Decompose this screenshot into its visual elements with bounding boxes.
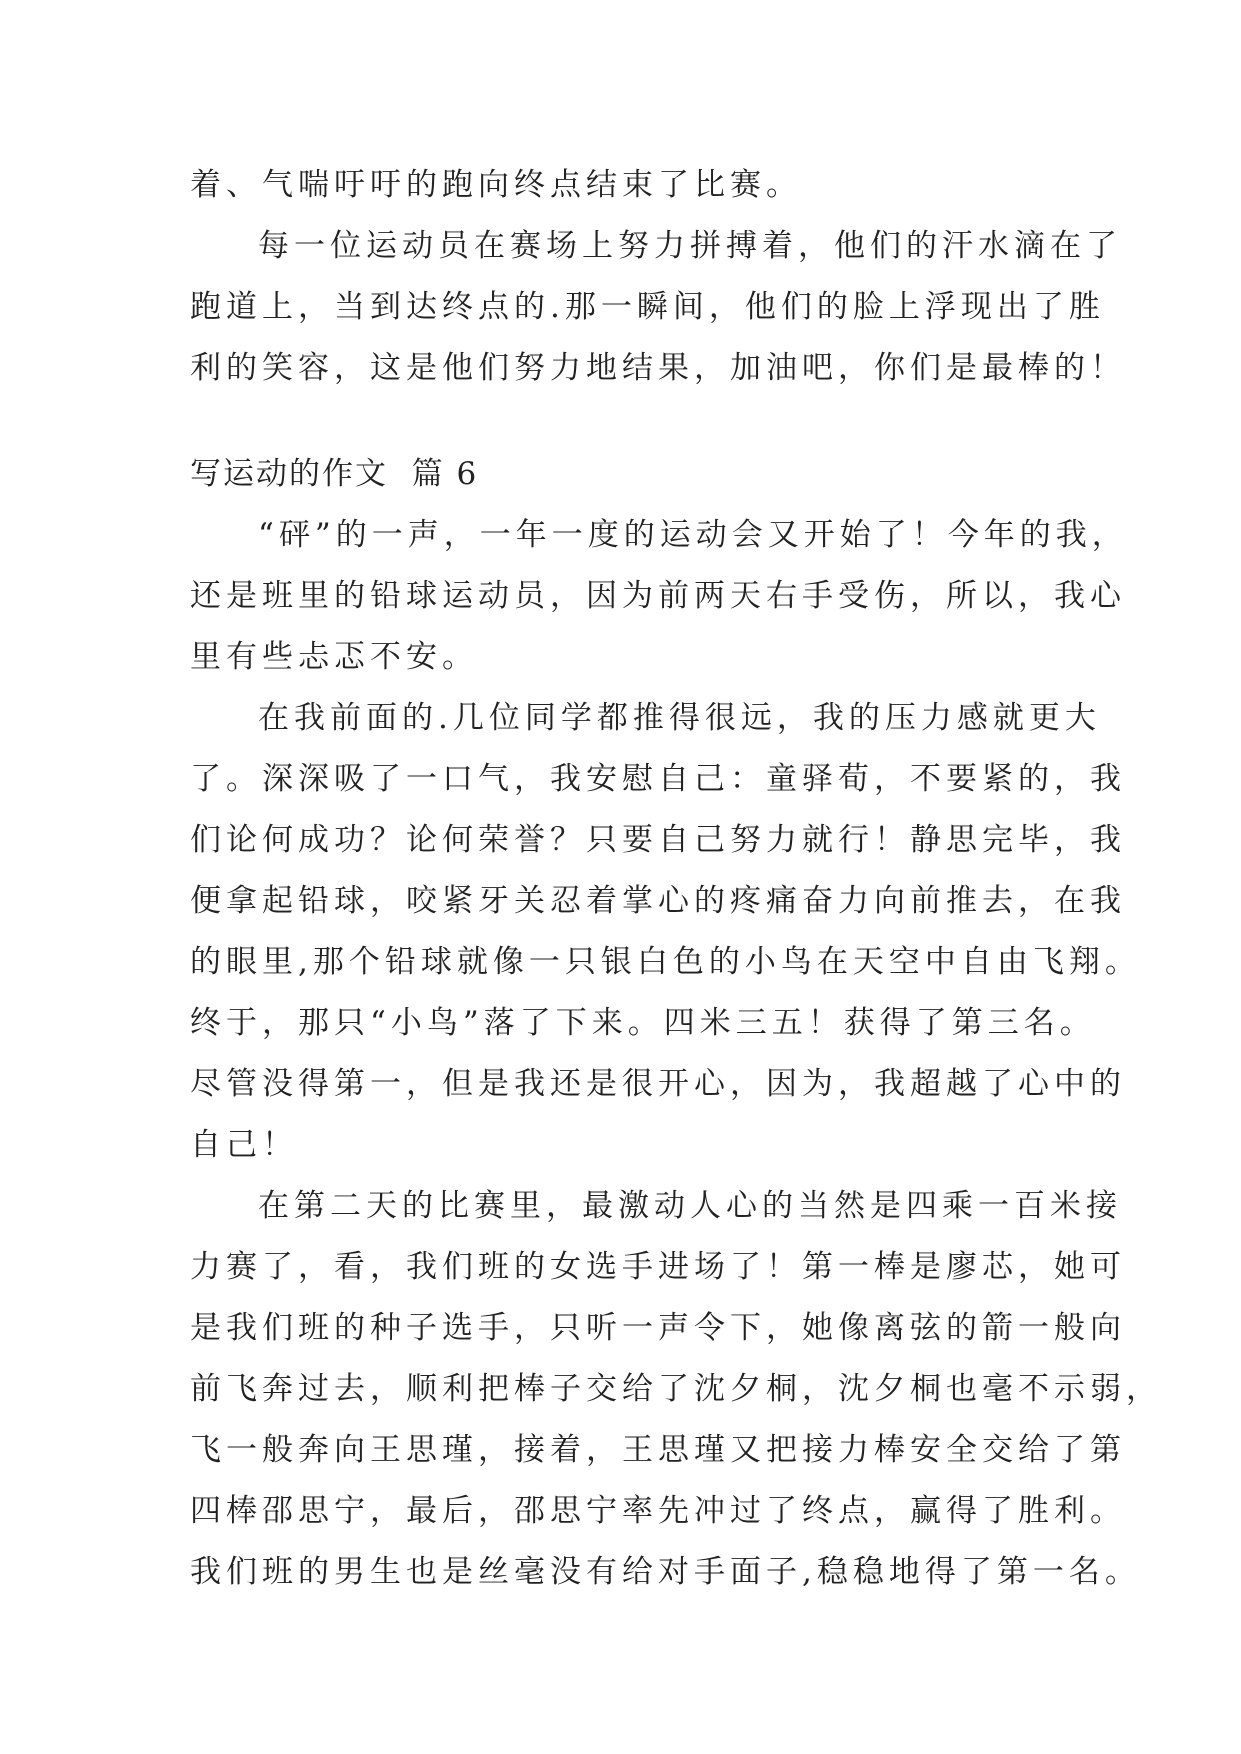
text-line: 了。深深吸了一口气，我安慰自己：童驿荀，不要紧的，我 [190,761,1126,797]
text-line: 是我们班的种子选手，只听一声令下，她像离弦的箭一般向 [190,1310,1126,1346]
text-line: 利的笑容，这是他们努力地结果，加油吧，你们是最棒的！ [190,350,1126,386]
text-line: 前飞奔过去，顺利把棒子交给了沈夕桐，沈夕桐也毫不示弱， [190,1371,1162,1407]
text-line: 自己！ [190,1127,298,1163]
text-line: 里有些忐忑不安。 [190,639,478,675]
paragraph [190,505,1128,688]
paragraph [190,688,1141,1176]
text-line: 四棒邵思宁，最后，邵思宁率先冲过了终点，赢得了胜利。 [190,1493,1126,1529]
text-line: 每一位运动员在赛场上努力拼搏着，他们的汗水滴在了 [258,228,1122,264]
section-spacer [190,399,1060,444]
paragraph [190,155,1060,216]
paragraph [190,216,1126,399]
text-line: 在第二天的比赛里，最激动人心的当然是四乘一百米接 [258,1188,1122,1224]
document-page [190,155,1162,1603]
text-line: 飞一般奔向王思瑾，接着，王思瑾又把接力棒安全交给了第 [190,1432,1126,1468]
text-line: 着、气喘吁吁的跑向终点结束了比赛。 [190,167,802,203]
text-line: 的眼里,那个铅球就像一只银白色的小鸟在天空中自由飞翔。 [190,944,1141,980]
text-line: 尽管没得第一，但是我还是很开心，因为，我超越了心中的 [190,1066,1126,1102]
text-line: 跑道上，当到达终点的.那一瞬间，他们的脸上浮现出了胜 [190,289,1105,325]
text-line: 还是班里的铅球运动员，因为前两天右手受伤，所以，我心 [190,578,1126,614]
section-title: 写运动的作文 篇 6 [190,456,479,492]
text-line: 便拿起铅球，咬紧牙关忍着掌心的疼痛奋力向前推去，在我 [190,883,1126,919]
text-line: 我们班的男生也是丝毫没有给对手面子,稳稳地得了第一名。 [190,1554,1141,1590]
text-line: 力赛了，看，我们班的女选手进场了！第一棒是廖芯，她可 [190,1249,1126,1285]
paragraph [190,1176,1162,1603]
text-line: 在我前面的.几位同学都推得很远，我的压力感就更大 [258,700,1101,736]
text-line: 们论何成功？论何荣誉？只要自己努力就行！静思完毕，我 [190,822,1126,858]
text-line: “砰”的一声，一年一度的运动会又开始了！今年的我， [258,517,1128,553]
text-line: 终于，那只“小鸟”落了下来。四米三五！获得了第三名。 [190,1005,1096,1041]
